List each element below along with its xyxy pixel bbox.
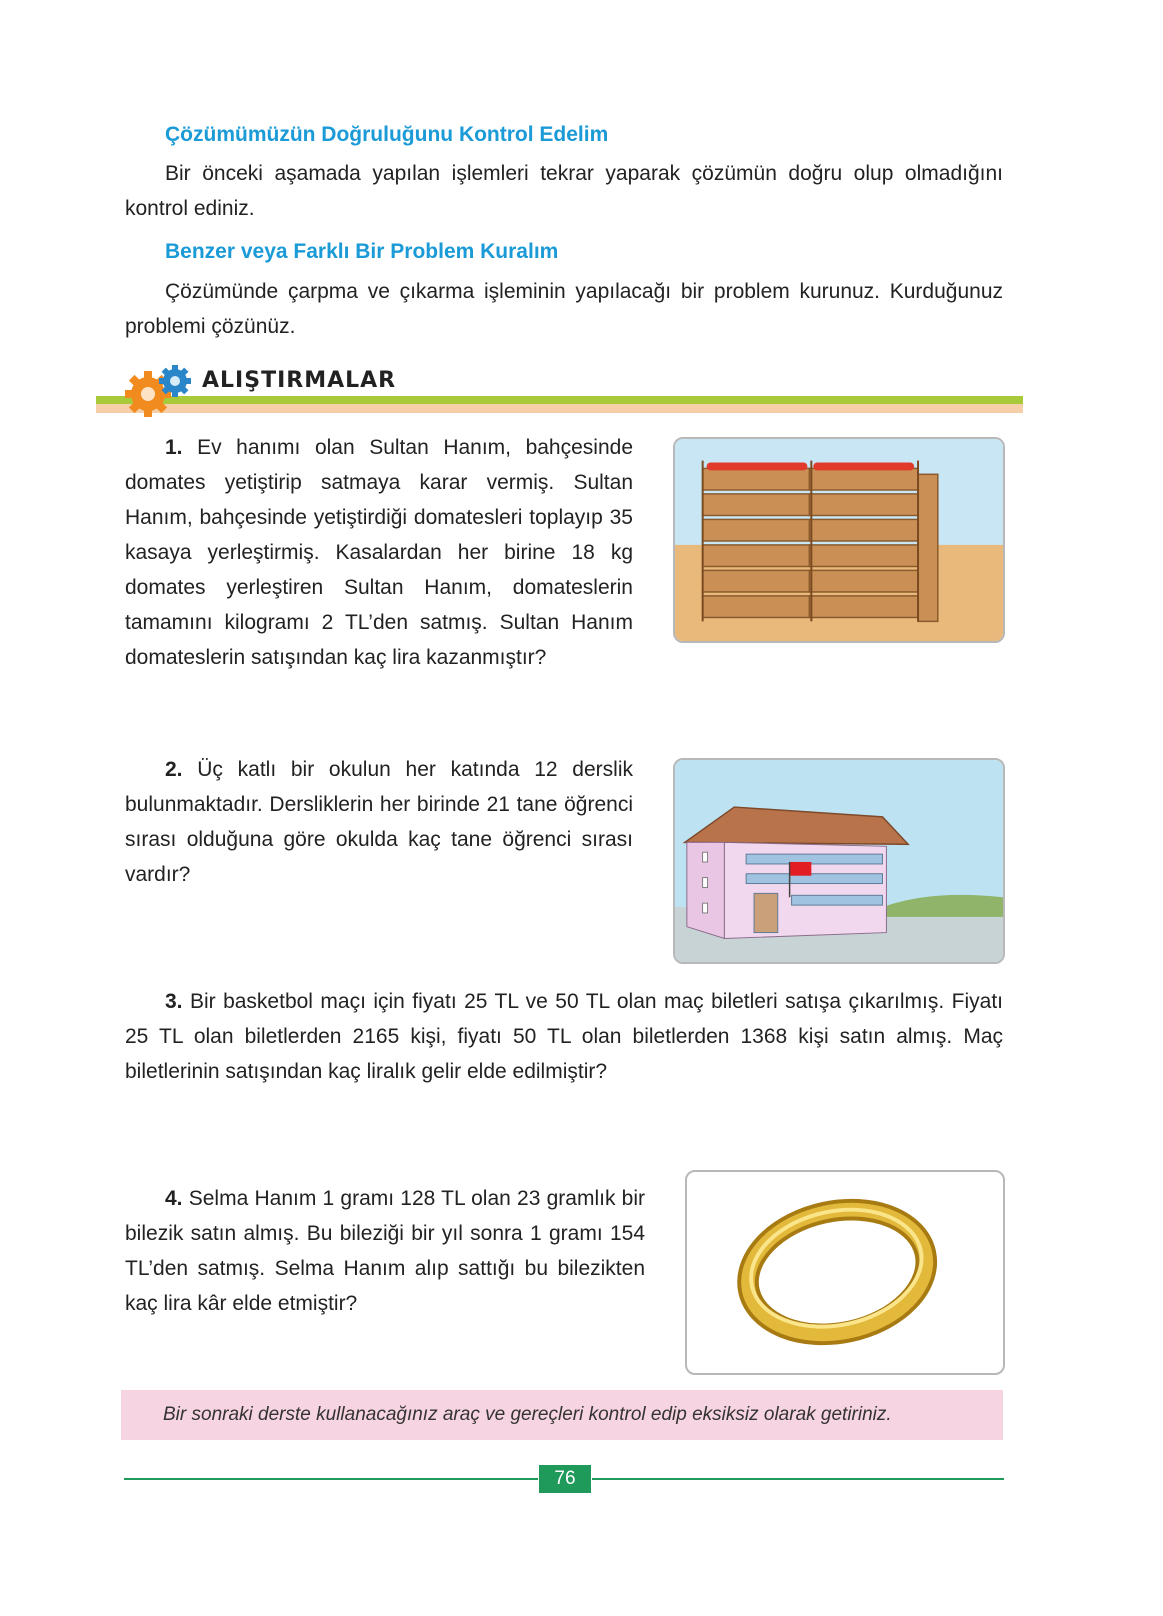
footer-rule-left [124,1478,538,1480]
exercise-4-text: Selma Hanım 1 gramı 128 TL olan 23 gramlık bir bilezik satın almış. Bu bileziği bir yıl sonra 1 gramı 154 TL’den satmış. Selma Hanım alıp sattığı bu bilezikten kaç lira kâr elde etmiştir? [125,1187,645,1315]
exercise-3-text: Bir basketbol maçı için fiyatı 25 TL ve 50 TL olan maç biletleri satışa çıkarılmış. Fiyatı 25 TL olan biletlerden 2165 kişi, fiyatı 50 TL olan biletlerden 1368 kişi satın almış. Maç biletlerinin satışından kaç liralık gelir elde edilmiştir? [125,990,1003,1083]
exercise-2-number: 2. [165,758,183,781]
gold-bracelet-image [685,1170,1005,1375]
exercises-bar-peach [96,404,1023,413]
exercise-4 [125,1181,645,1321]
school-building-image [673,758,1005,964]
exercise-2 [125,752,633,892]
section-text-problem-content: Çözümünde çarpma ve çıkarma işleminin yapılacağı bir problem kurunuz. Kurduğunuz problemi çözünüz. [125,280,1003,338]
exercises-title: ALIŞTIRMALAR [202,368,397,393]
footer-rule-right [592,1478,1004,1480]
exercise-3 [125,984,1003,1089]
exercises-bar-green [96,396,1023,404]
exercise-1 [125,430,633,675]
exercise-2-text: Üç katlı bir okulun her katında 12 derslik bulunmaktadır. Dersliklerin her birinde 21 tane öğrenci sırası olduğuna göre okulda kaç tane öğrenci sırası vardır? [125,758,633,886]
exercise-4-number: 4. [165,1187,183,1210]
section-text-check-content: Bir önceki aşamada yapılan işlemleri tekrar yaparak çözümün doğru olup olmadığını kontrol ediniz. [125,162,1003,220]
exercise-1-number: 1. [165,436,183,459]
homework-note: Bir sonraki derste kullanacağınız araç ve gereçleri kontrol edip eksiksiz olarak getiriniz. [121,1390,1003,1440]
exercise-3-number: 3. [165,990,183,1013]
exercise-1-text: Ev hanımı olan Sultan Hanım, bahçesinde domates yetiştirip satmaya karar vermiş. Sultan Hanım, bahçesinde yetiştirdiği domatesleri toplayıp 35 kasaya yerleştirmiş. Kasalardan her birine 18 kg domates yerleştiren Sultan Hanım, domateslerin tamamını kilogramı 2 TL’den satmış. Sultan Hanım domateslerin satışından kaç lira kazanmıştır? [125,436,633,669]
tomato-crates-image [673,437,1005,643]
page-number: 76 [539,1465,591,1493]
section-text-problem [125,274,1003,344]
section-heading-check: Çözümümüzün Doğruluğunu Kontrol Edelim [165,123,609,146]
gears-icon [124,362,196,418]
section-text-check [125,156,1003,226]
section-heading-problem: Benzer veya Farklı Bir Problem Kuralım [165,240,559,263]
